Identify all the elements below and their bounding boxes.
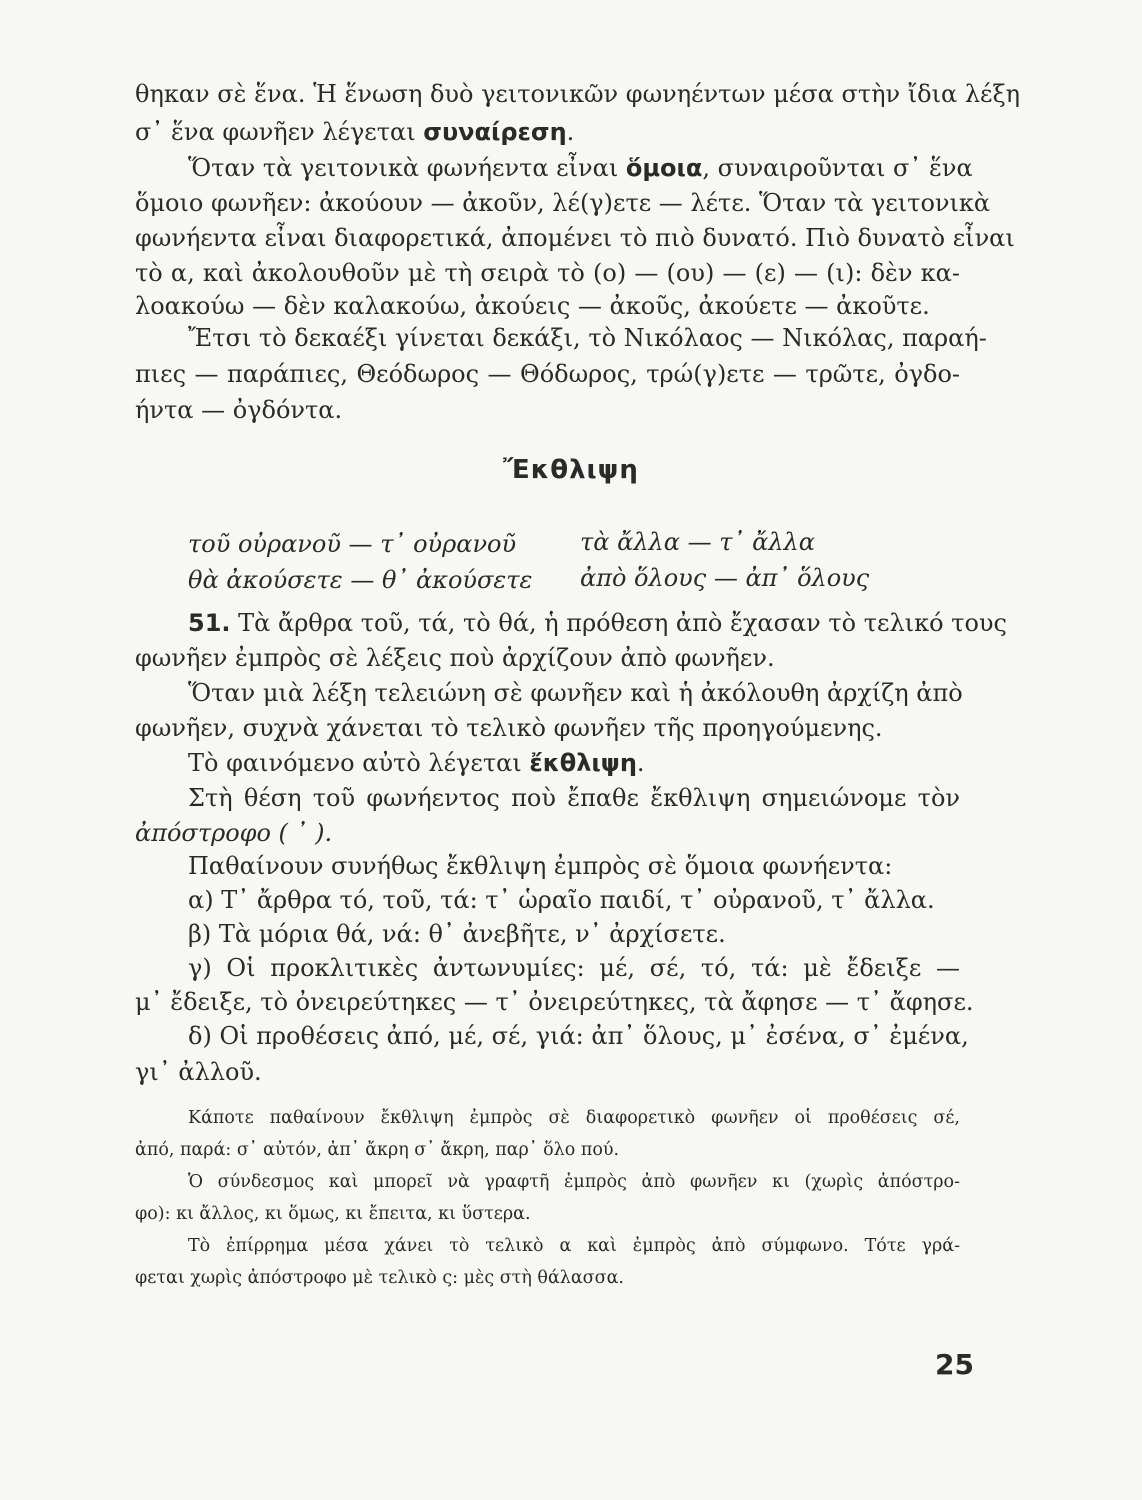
text-line: φωνῆεν ἐμπρὸς σὲ λέξεις ποὺ ἀρχίζουν ἀπὸ φωνῆεν. <box>135 644 775 672</box>
text-span: Ὅταν τὰ γειτονικὰ φωνήεντα εἶναι <box>188 154 626 182</box>
text-span: , συναιροῦνται σ᾿ ἕνα <box>702 154 973 182</box>
text-span: σ᾿ ἕνα φωνῆεν λέγεται <box>135 118 424 146</box>
text-line: Ὅταν μιὰ λέξη τελειώνη σὲ φωνῆεν καὶ ἡ ἀκόλουθη ἀρχίζη ἀπὸ <box>188 679 963 707</box>
text-line: Ἔτσι τὸ δεκαέξι γίνεται δεκάξι, τὸ Νικόλαος — Νικόλας, παραή- <box>188 324 987 352</box>
text-line <box>188 605 1007 641</box>
text-span: Τὸ φαινόμενο αὐτὸ λέγεται <box>188 749 530 777</box>
text-span: . <box>566 118 575 146</box>
text-line: Παθαίνουν συνήθως ἔκθλιψη ἐμπρὸς σὲ ὅμοια φωνήεντα: <box>188 852 893 880</box>
list-item-d: δ) Οἱ προθέσεις ἀπό, μέ, σέ, γιά: ἀπ᾿ ὅλους, μ᾿ ἐσένα, σ᾿ ἐμένα, <box>188 1022 969 1050</box>
text-line: ἀπόστροφο ( ᾿ ). <box>135 819 333 847</box>
note-line: φεται χωρὶς ἀπόστροφο μὲ τελικὸ ς: μὲς στὴ θάλασσα. <box>135 1268 624 1288</box>
text-line: φωνῆεν, συχνὰ χάνεται τὸ τελικὸ φωνῆεν τῆς προηγούμενης. <box>135 714 883 742</box>
example: τὰ ἄλλα — τ᾿ ἄλλα <box>580 528 815 556</box>
text-span: Τὰ ἄρθρα τοῦ, τά, τὸ θά, ἡ πρόθεση ἀπὸ ἔχασαν τὸ τελικό τους <box>230 609 1007 637</box>
term-omoia: ὅμοια <box>625 154 703 182</box>
text-span: . <box>636 749 645 777</box>
note-line: ἀπό, παρά: σ᾿ αὐτόν, ἀπ᾿ ἄκρη σ᾿ ἄκρη, παρ᾿ ὅλο πού. <box>135 1140 620 1160</box>
text-line: φωνήεντα εἶναι διαφορετικά, ἀπομένει τὸ πιὸ δυνατό. Πιὸ δυνατὸ εἶναι <box>135 224 1015 252</box>
text-line: θηκαν σὲ ἕνα. Ἡ ἕνωση δυὸ γειτονικῶν φωνηέντων μέσα στὴν ἴδια λέξη <box>135 80 1021 108</box>
term-synairesi: συναίρεση <box>423 118 567 146</box>
text-line: ήντα — ὀγδόντα. <box>135 396 343 424</box>
example: θὰ ἀκούσετε — θ᾿ ἀκούσετε <box>188 566 533 594</box>
term-ekthlipsi: ἔκθλιψη <box>529 749 637 777</box>
text-line: λοακούω — δὲν καλακούω, ἀκούεις — ἀκοῦς, ἀκούετε — ἀκοῦτε. <box>135 292 930 320</box>
example: τοῦ οὐρανοῦ — τ᾿ οὐρανοῦ <box>188 530 517 558</box>
text-line: Στὴ θέση τοῦ φωνήεντος ποὺ ἔπαθε ἔκθλιψη σημειώνομε τὸν <box>188 784 960 812</box>
text-line <box>188 745 960 781</box>
page-number: 25 <box>935 1348 974 1381</box>
example: ἀπὸ ὅλους — ἀπ᾿ ὅλους <box>580 564 870 592</box>
text-line: ὅμοιο φωνῆεν: ἀκούουν — ἀκοῦν, λέ(γ)ετε — λέτε. Ὅταν τὰ γειτονικὰ <box>135 189 991 217</box>
text-line: μ᾿ ἔδειξε, τὸ ὀνειρεύτηκες — τ᾿ ὀνειρεύτηκες, τὰ ἄφησε — τ᾿ ἄφησε. <box>135 988 974 1016</box>
text-line: γι᾿ ἀλλοῦ. <box>135 1058 262 1086</box>
list-item-c: γ) Οἱ προκλιτικὲς ἀντωνυμίες: μέ, σέ, τό, τά: μὲ ἔδειξε — <box>188 954 960 982</box>
text-line <box>188 150 973 186</box>
list-item-a: α) Τ᾿ ἄρθρα τό, τοῦ, τά: τ᾿ ὡραῖο παιδί, τ᾿ οὐρανοῦ, τ᾿ ἄλλα. <box>188 886 935 914</box>
section-heading: Ἔκθλιψη <box>503 455 639 485</box>
text-line: πιες — παράπιες, Θεόδωρος — Θόδωρος, τρώ(γ)ετε — τρῶτε, ὀγδο- <box>135 360 960 388</box>
section-number: 51. <box>188 609 231 637</box>
note-line: Κάποτε παθαίνουν ἔκθλιψη ἐμπρὸς σὲ διαφορετικὸ φωνῆεν οἱ προθέσεις σέ, <box>188 1108 960 1128</box>
text-line <box>135 114 960 150</box>
note-line: Τὸ ἐπίρρημα μέσα χάνει τὸ τελικὸ α καὶ ἐμπρὸς ἀπὸ σύμφωνο. Τότε γρά- <box>188 1236 960 1256</box>
note-line: Ὁ σύνδεσμος καὶ μπορεῖ νὰ γραφτῆ ἐμπρὸς ἀπὸ φωνῆεν κι (χωρὶς ἀπόστρο- <box>188 1172 960 1192</box>
text-line: τὸ α, καὶ ἀκολουθοῦν μὲ τὴ σειρὰ τὸ (ο) — (ου) — (ε) — (ι): δὲν κα- <box>135 259 960 287</box>
note-line: φο): κι ἄλλος, κι ὅμως, κι ἔπειτα, κι ὕστερα. <box>135 1204 531 1224</box>
list-item-b: β) Τὰ μόρια θά, νά: θ᾿ ἀνεβῆτε, ν᾿ ἀρχίσετε. <box>188 920 726 948</box>
